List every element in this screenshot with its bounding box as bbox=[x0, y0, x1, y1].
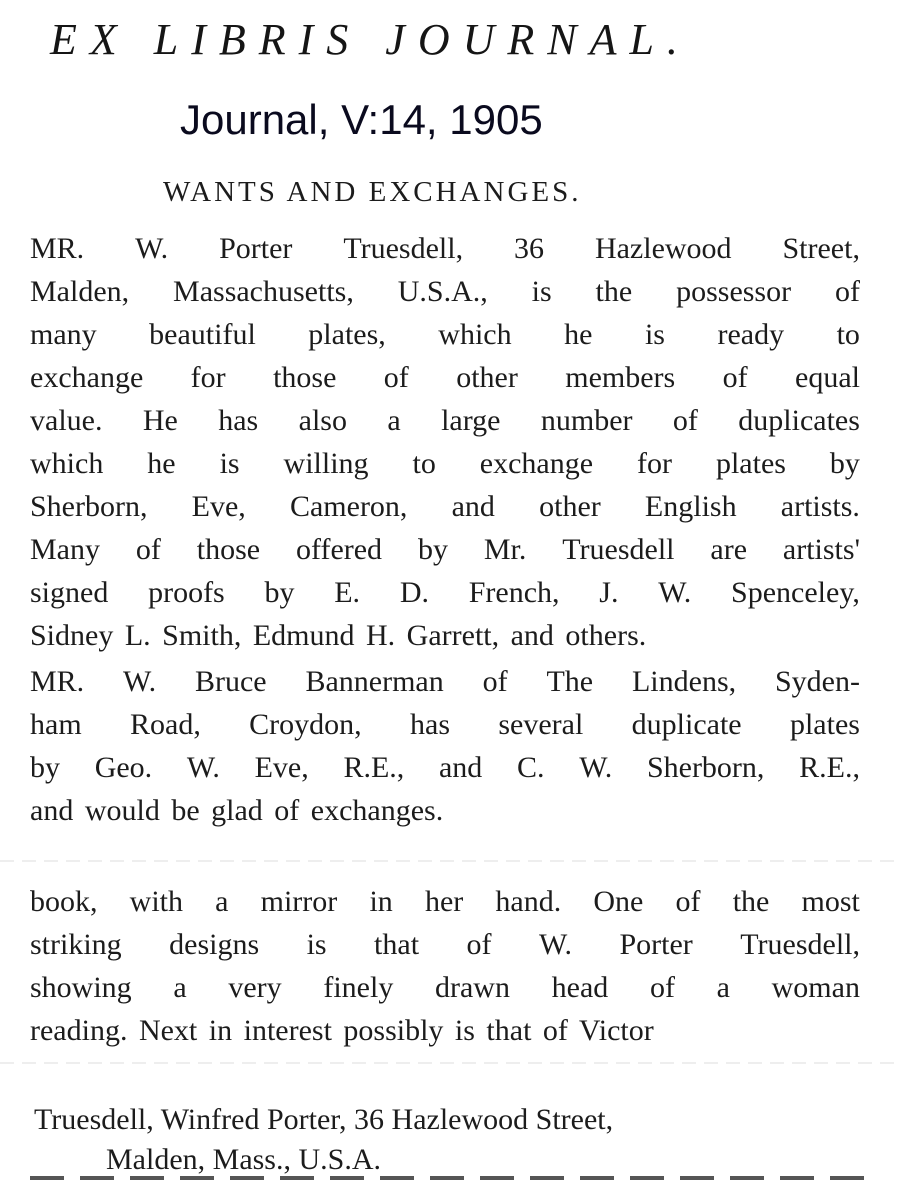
citation-label: Journal, V:14, 1905 bbox=[180, 96, 543, 143]
text-line: Sidney L. Smith, Edmund H. Garrett, and others. bbox=[30, 619, 647, 652]
journal-masthead: EX LIBRIS JOURNAL. bbox=[50, 15, 691, 64]
text-line: ham Road, Croydon, has several duplicate plates bbox=[30, 708, 860, 741]
text-line: MR. W. Porter Truesdell, 36 Hazlewood Street, bbox=[30, 232, 860, 265]
paragraph-truesdell-wants bbox=[30, 227, 860, 657]
text-line: MR. W. Bruce Bannerman of The Lindens, Syden- bbox=[30, 665, 860, 698]
index-entry-address: Malden, Mass., U.S.A. bbox=[106, 1143, 381, 1176]
text-line: exchange for those of other members of equal bbox=[30, 361, 860, 394]
text-line: many beautiful plates, which he is ready to bbox=[30, 318, 860, 351]
clipping-separator bbox=[0, 860, 900, 862]
text-line: value. He has also a large number of duplicates bbox=[30, 404, 860, 437]
text-line: showing a very finely drawn head of a woman bbox=[30, 971, 860, 1004]
text-line: reading. Next in interest possibly is that of Victor bbox=[30, 1014, 654, 1047]
paragraph-bannerman-wants bbox=[30, 660, 860, 832]
paragraph-review-excerpt bbox=[30, 880, 860, 1052]
text-line: by Geo. W. Eve, R.E., and C. W. Sherborn, R.E., bbox=[30, 751, 860, 784]
text-line: striking designs is that of W. Porter Truesdell, bbox=[30, 928, 860, 961]
clipping-separator bbox=[0, 1062, 900, 1064]
text-line: Malden, Massachusetts, U.S.A., is the possessor of bbox=[30, 275, 860, 308]
cut-off-text-line bbox=[30, 1176, 870, 1180]
index-entry-name: Truesdell, Winfred Porter, 36 Hazlewood Street, bbox=[34, 1103, 614, 1136]
text-line: Sherborn, Eve, Cameron, and other English artists. bbox=[30, 490, 860, 523]
text-line: book, with a mirror in her hand. One of the most bbox=[30, 885, 860, 918]
text-line: which he is willing to exchange for plates by bbox=[30, 447, 860, 480]
section-heading: WANTS AND EXCHANGES. bbox=[163, 176, 582, 208]
text-line: signed proofs by E. D. French, J. W. Spenceley, bbox=[30, 576, 860, 609]
index-entry bbox=[34, 1100, 864, 1180]
text-line: and would be glad of exchanges. bbox=[30, 794, 444, 827]
text-line: Many of those offered by Mr. Truesdell are artists' bbox=[30, 533, 860, 566]
